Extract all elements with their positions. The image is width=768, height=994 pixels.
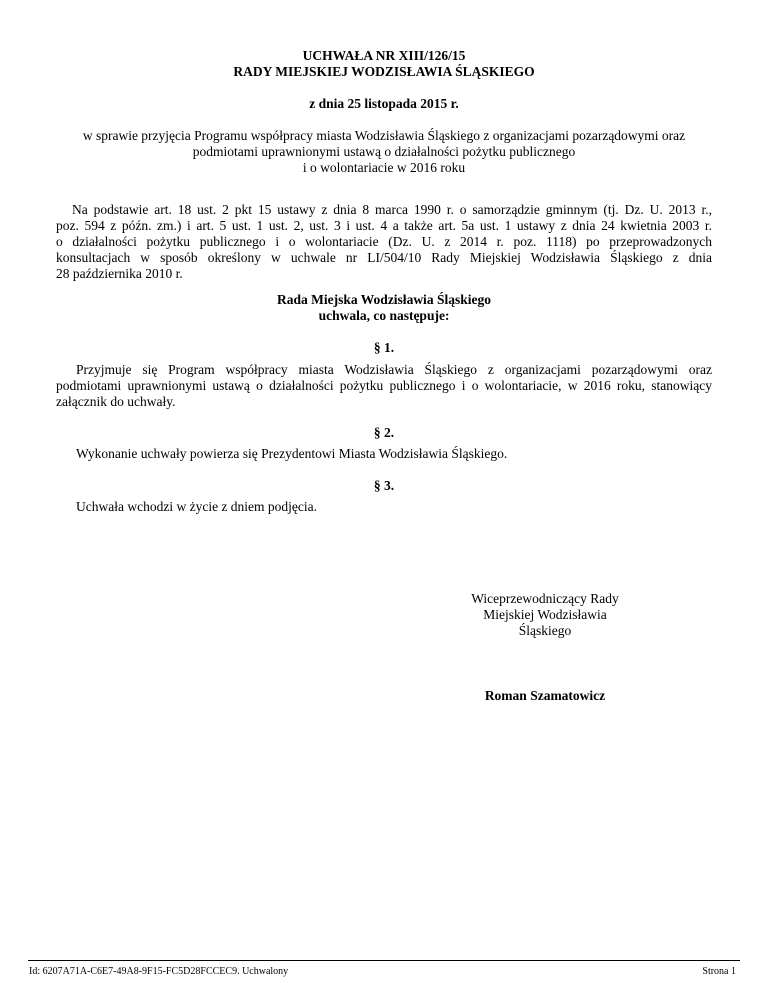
section-2-text [56,446,712,462]
title-line-1: UCHWAŁA NR XIII/126/15 [302,48,466,63]
legal-basis-paragraph [56,202,712,282]
section-1-line-2: podmiotami uprawnionymi ustawą o działalności pożytku publicznego i o wolontariacie, w 2016 roku, stanowiący [56,378,712,393]
section-1-line-1: Przyjmuje się Program współpracy miasta Wodzisławia Śląskiego z organizacjami pozarządowymi oraz [76,362,712,377]
footer-document-id: Id: 6207A71A-C6E7-49A8-9F15-FC5D28FCCEC9. Uchwalony [29,966,289,977]
subject-line-2: podmiotami uprawnionymi ustawą o działalności pożytku publicznego [192,144,576,159]
basis-line-4: konsultacjach w sposób określony w uchwale nr LI/504/10 Rady Miejskiej Wodzisławia Śląskiego z dnia [56,250,712,265]
signature-title [440,591,650,639]
section-1-text [56,362,712,410]
signature-line-3: Śląskiego [518,623,572,638]
signature-line-2: Miejskiej Wodzisławia [483,607,607,622]
section-2-line-1: Wykonanie uchwały powierza się Prezydentowi Miasta Wodzisławia Śląskiego. [76,446,508,461]
council-heading [0,292,768,324]
section-3-text [56,499,712,515]
basis-line-3: o działalności pożytku publicznego i o wolontariacie (Dz. U. z 2014 r. poz. 1118) po przeprowadzonych [56,234,712,249]
section-1-heading: § 1. [373,340,395,355]
subject-line-3: i o wolontariacie w 2016 roku [302,160,466,175]
section-3-heading: § 3. [373,478,395,493]
footer-page-number: Strona 1 [702,966,736,977]
section-1-line-3: załącznik do uchwały. [56,394,176,409]
council-line-1: Rada Miejska Wodzisławia Śląskiego [277,292,491,307]
signer-name: Roman Szamatowicz [484,688,606,703]
section-2-heading: § 2. [373,425,395,440]
title-line-2: RADY MIEJSKIEJ WODZISŁAWIA ŚLĄSKIEGO [233,64,535,79]
resolution-date: z dnia 25 listopada 2015 r. [309,96,459,111]
footer-divider [28,960,740,961]
subject-line-1: w sprawie przyjęcia Programu współpracy miasta Wodzisławia Śląskiego z organizacjami pozarządowymi oraz [82,128,686,143]
resolution-subject [40,128,728,176]
basis-line-1: Na podstawie art. 18 ust. 2 pkt 15 ustawy z dnia 8 marca 1990 r. o samorządzie gminnym (tj. Dz. U. 2013 r., [72,202,712,217]
section-3-line-1: Uchwała wchodzi w życie z dniem podjęcia. [76,499,318,514]
basis-line-2: poz. 594 z późn. zm.) i art. 5 ust. 1 ust. 2, ust. 3 i ust. 4 a także art. 5a ust. 1 ustawy z dnia 24 kwietnia 2003 r. [56,218,712,233]
resolution-title [0,48,768,80]
signature-line-1: Wiceprzewodniczący Rady [471,591,619,606]
council-line-2: uchwala, co następuje: [318,308,450,323]
basis-line-5: 28 października 2010 r. [56,266,183,281]
